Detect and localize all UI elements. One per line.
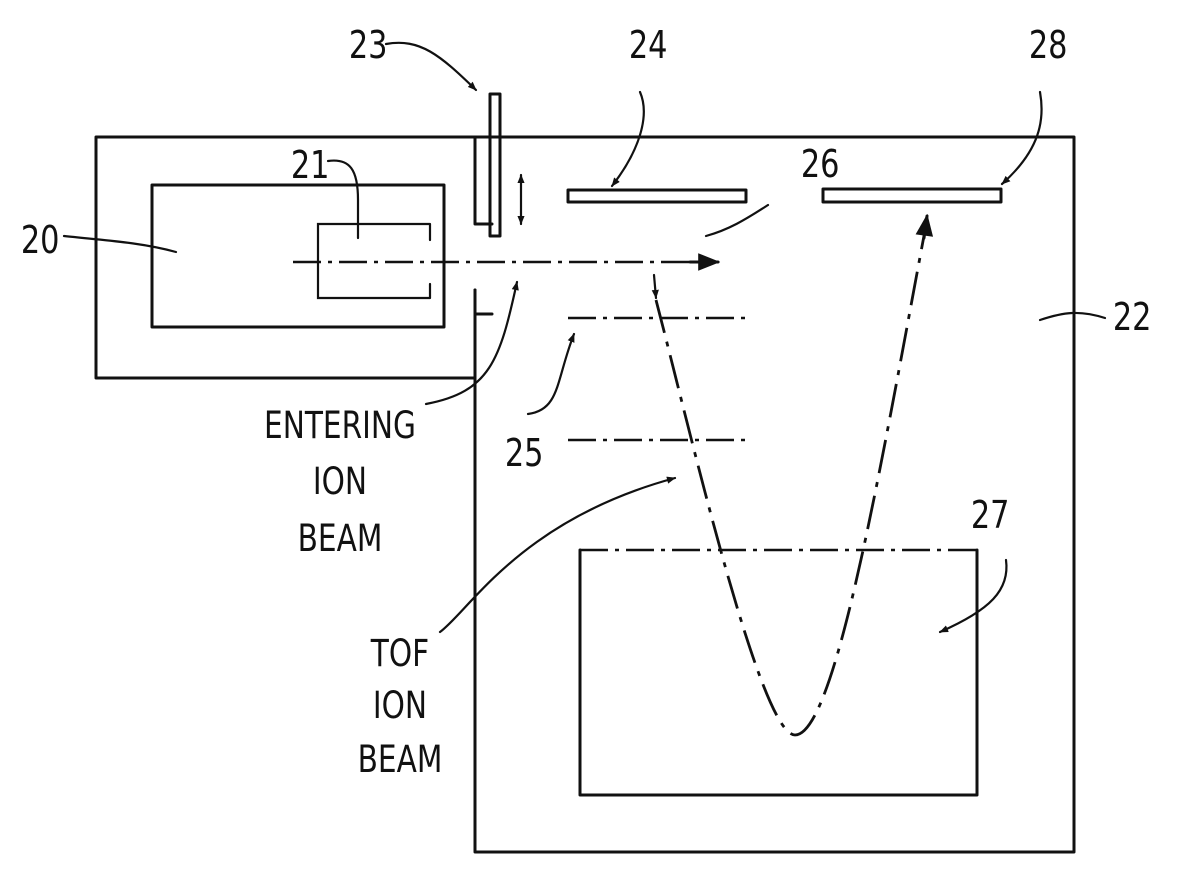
detector-plate-28: [823, 189, 1001, 202]
tof-beam-line2: ION: [372, 683, 428, 727]
label-24: 24: [628, 23, 668, 68]
ion-source-chamber: [152, 185, 444, 327]
entering-beam-line3: BEAM: [297, 516, 383, 560]
tof-beam-line3: BEAM: [357, 737, 443, 781]
label-25: 25: [504, 431, 544, 476]
reflector-27: [580, 550, 977, 795]
beam-gate-23: [490, 94, 500, 236]
leader-21: [328, 161, 358, 238]
leader-25: [528, 334, 574, 414]
pusher-plate-24: [568, 190, 746, 202]
label-28: 28: [1028, 23, 1068, 68]
aperture-lower: [475, 290, 492, 314]
leader-24: [612, 92, 644, 186]
leader-27: [940, 560, 1006, 632]
tof-start-arrow: [654, 275, 656, 298]
leader-entering-beam: [426, 282, 517, 404]
label-26: 26: [800, 142, 840, 187]
label-20: 20: [20, 218, 60, 263]
leader-20: [64, 236, 176, 252]
leader-23: [386, 43, 476, 90]
entering-beam-line1: ENTERING: [264, 403, 416, 447]
tof-ion-beam-text: [358, 632, 443, 781]
tof-return-arrowhead: [924, 216, 927, 238]
label-21: 21: [290, 143, 330, 188]
label-23: 23: [348, 23, 388, 68]
label-22: 22: [1112, 295, 1152, 340]
tof-beam-line1: TOF: [370, 631, 430, 675]
tof-ion-trajectory: [656, 225, 926, 735]
leader-26: [706, 205, 768, 236]
entering-beam-line2: ION: [312, 459, 368, 503]
entering-ion-beam-text: [264, 404, 416, 560]
label-27: 27: [970, 493, 1010, 538]
